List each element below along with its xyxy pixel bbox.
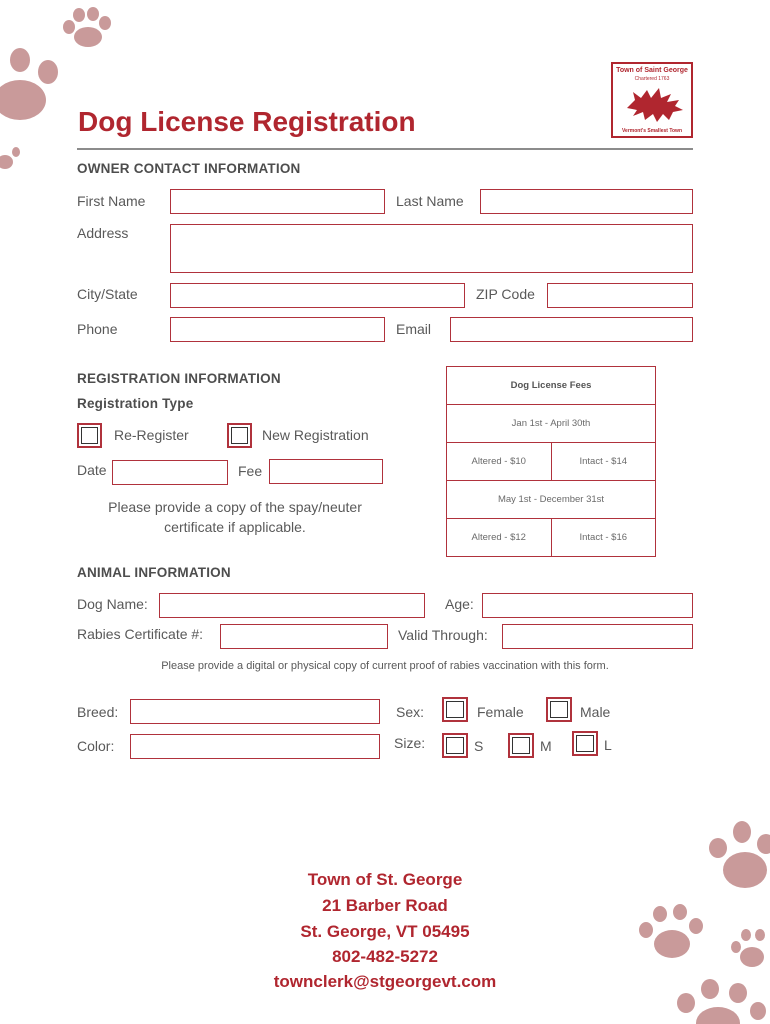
email-label: Email [396, 321, 432, 337]
seal-sub-text: Chartered 1763 [634, 76, 670, 82]
city-state-field[interactable] [170, 283, 465, 308]
fees-period-1-intact: Intact - $14 [551, 443, 656, 480]
fee-field[interactable] [269, 459, 383, 484]
male-checkbox[interactable] [546, 697, 572, 722]
title-divider [77, 148, 693, 150]
female-checkbox[interactable] [442, 697, 468, 722]
re-register-label: Re-Register [114, 427, 189, 443]
male-label: Male [580, 704, 611, 720]
email-field[interactable] [450, 317, 693, 342]
size-s-checkbox[interactable] [442, 733, 468, 758]
city-state-label: City/State [77, 286, 138, 302]
size-l-checkbox[interactable] [572, 731, 598, 756]
rabies-certificate-label: Rabies Certificate #: [77, 626, 204, 642]
new-registration-label: New Registration [262, 427, 369, 443]
fees-period-1-altered: Altered - $10 [471, 456, 526, 467]
size-m-label: M [540, 738, 552, 754]
rabies-note: Please provide a digital or physical copy of current proof of rabies vaccination with this form. [161, 660, 609, 672]
size-l-label: L [604, 737, 612, 753]
fees-period-2-altered: Altered - $12 [471, 532, 526, 543]
address-field[interactable] [170, 224, 693, 273]
fees-table-title: Dog License Fees [510, 380, 592, 391]
seal-top-text: Town of Saint George [616, 67, 688, 74]
rabies-certificate-field[interactable] [220, 624, 388, 649]
first-name-label: First Name [77, 193, 146, 209]
zip-label: ZIP Code [476, 286, 535, 302]
breed-label: Breed: [77, 704, 119, 720]
date-label: Date [77, 462, 107, 478]
valid-through-label: Valid Through: [398, 627, 488, 643]
last-name-label: Last Name [396, 193, 464, 209]
footer-city: St. George, VT 05495 [300, 922, 470, 941]
fee-label: Fee [238, 463, 263, 479]
paw-print-icon [0, 140, 25, 180]
spay-neuter-note: Please provide a copy of the spay/neuter certificate if applicable. [108, 499, 362, 535]
footer-phone: 802-482-5272 [332, 947, 438, 966]
phone-label: Phone [77, 321, 118, 337]
paw-print-icon [0, 40, 75, 130]
size-s-label: S [474, 738, 484, 754]
age-label: Age: [445, 596, 474, 612]
owner-section-heading: OWNER CONTACT INFORMATION [77, 161, 301, 176]
date-field[interactable] [112, 460, 228, 485]
breed-field[interactable] [130, 699, 380, 724]
color-field[interactable] [130, 734, 380, 759]
fees-period-2-intact: Intact - $16 [551, 519, 656, 556]
dog-license-fees-table [446, 366, 656, 557]
dragon-icon [621, 82, 685, 126]
town-seal-logo [611, 62, 693, 138]
female-label: Female [477, 704, 524, 720]
dog-name-field[interactable] [159, 593, 425, 618]
fees-period-1: Jan 1st - April 30th [511, 418, 591, 429]
valid-through-field[interactable] [502, 624, 693, 649]
last-name-field[interactable] [480, 189, 693, 214]
seal-bottom-text: Vermont's Smallest Town [622, 128, 682, 134]
fees-period-2: May 1st - December 31st [497, 494, 605, 505]
footer-town-name: Town of St. George [307, 870, 463, 889]
sex-label: Sex: [396, 704, 425, 720]
age-field[interactable] [482, 593, 693, 618]
new-registration-checkbox[interactable] [227, 423, 252, 448]
registration-section-heading: REGISTRATION INFORMATION [77, 371, 281, 386]
size-label: Size: [394, 735, 426, 751]
animal-section-heading: ANIMAL INFORMATION [77, 565, 231, 580]
registration-type-label: Registration Type [77, 396, 194, 411]
dog-name-label: Dog Name: [77, 596, 148, 612]
first-name-field[interactable] [170, 189, 385, 214]
footer-street: 21 Barber Road [322, 896, 448, 915]
phone-field[interactable] [170, 317, 385, 342]
re-register-checkbox[interactable] [77, 423, 102, 448]
footer-email[interactable]: townclerk@stgeorgevt.com [273, 972, 497, 991]
page-title: Dog License Registration [78, 106, 416, 137]
size-m-checkbox[interactable] [508, 733, 534, 758]
color-label: Color: [77, 738, 115, 754]
zip-field[interactable] [547, 283, 693, 308]
address-label: Address [77, 225, 129, 241]
